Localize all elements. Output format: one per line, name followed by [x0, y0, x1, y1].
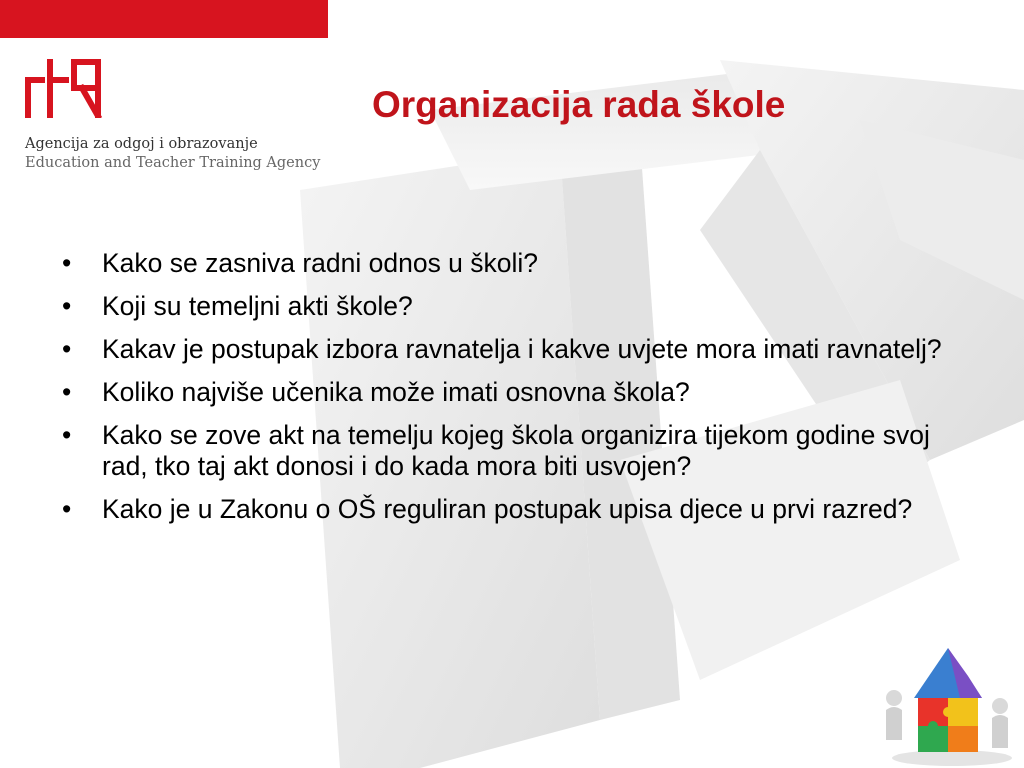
agency-name-hr: Agencija za odgoj i obrazovanje [25, 136, 258, 152]
bullet-item: • Koji su temeljni akti škole? [62, 291, 982, 322]
bullet-list [62, 248, 982, 537]
bullet-item: • Koliko najviše učenika može imati osnovna škola? [62, 377, 982, 408]
agency-name [25, 135, 320, 173]
puzzle-house-icon [872, 640, 1022, 768]
bullet-item: • Kako se zove akt na temelju kojeg škola organizira tijekom godine svoj rad, tko taj akt donosi i do kada mora biti usvojen? [62, 420, 982, 482]
slide-title: Organizacija rada škole [372, 84, 786, 125]
aoo-logo-icon [24, 58, 104, 118]
bullet-item: • Kakav je postupak izbora ravnatelja i kakve uvjete mora imati ravnatelj? [62, 334, 982, 365]
bullet-item: • Kako je u Zakonu o OŠ reguliran postupak upisa djece u prvi razred? [62, 494, 982, 525]
header-red-bar [0, 0, 328, 38]
agency-name-en: Education and Teacher Training Agency [25, 155, 321, 171]
bullet-item: • Kako se zasniva radni odnos u školi? [62, 248, 982, 279]
